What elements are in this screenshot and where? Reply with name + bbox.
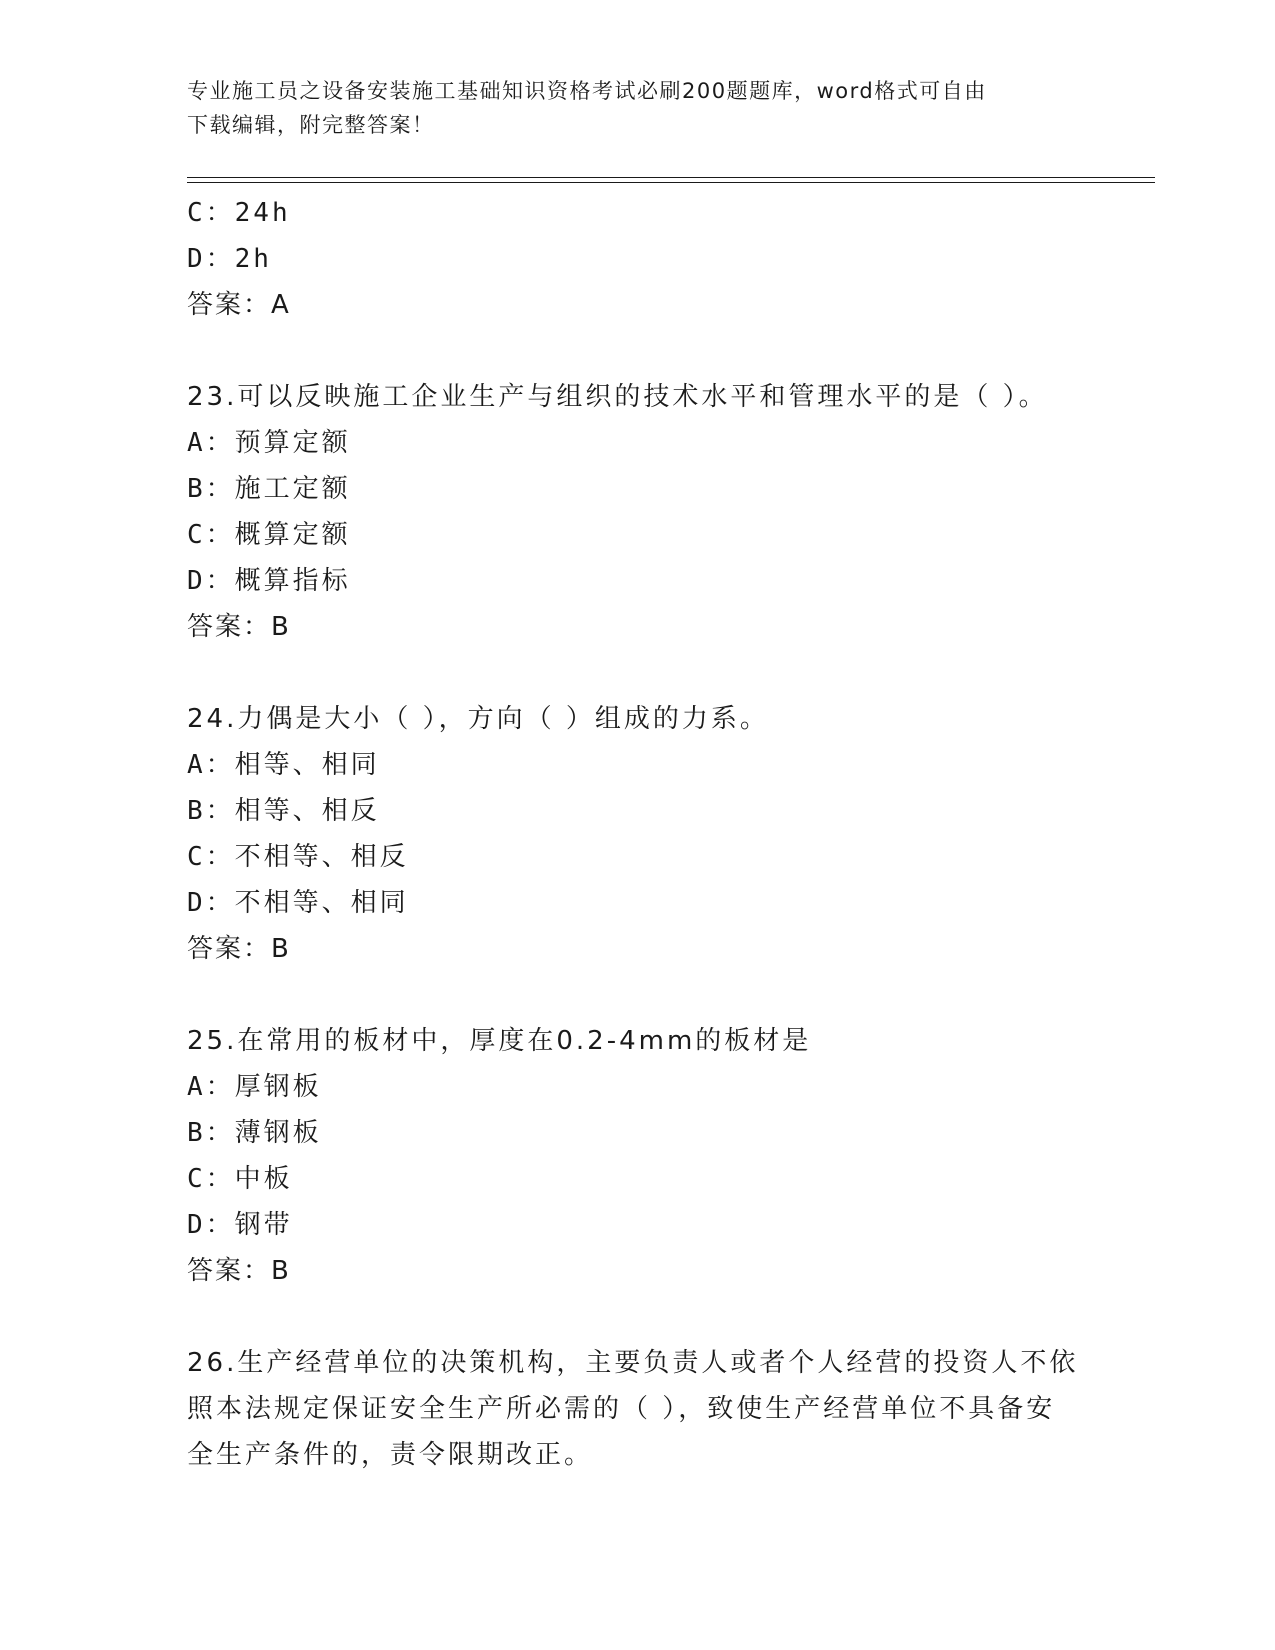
option-d: D：不相等、相同 <box>187 888 409 918</box>
option-b: B：薄钢板 <box>187 1118 322 1148</box>
option-a: A：相等、相同 <box>187 750 380 780</box>
option-c: C：中板 <box>187 1164 293 1194</box>
answer: 答案：B <box>187 612 291 642</box>
option-c: C：24h <box>187 198 291 228</box>
question-text-line-1: 26.生产经营单位的决策机构，主要负责人或者个人经营的投资人不依 <box>187 1348 1079 1378</box>
option-b: B：相等、相反 <box>187 796 380 826</box>
document-header <box>187 74 1067 142</box>
answer: 答案：B <box>187 934 291 964</box>
spacer <box>187 328 1087 374</box>
question-text-line-3: 全生产条件的，责令限期改正。 <box>187 1440 594 1470</box>
spacer <box>187 650 1087 696</box>
spacer <box>187 1294 1087 1340</box>
question-text: 23.可以反映施工企业生产与组织的技术水平和管理水平的是（ ）。 <box>187 382 1048 412</box>
question-23 <box>187 374 1087 650</box>
question-26 <box>187 1340 1087 1478</box>
header-line-2: 下载编辑，附完整答案！ <box>187 113 435 137</box>
question-text: 25.在常用的板材中，厚度在0.2-4mm的板材是 <box>187 1026 812 1056</box>
option-c: C：不相等、相反 <box>187 842 409 872</box>
question-text: 24.力偶是大小（ ），方向（ ）组成的力系。 <box>187 704 769 734</box>
question-24 <box>187 696 1087 972</box>
answer: 答案：A <box>187 290 291 320</box>
spacer <box>187 972 1087 1018</box>
header-rule-bottom <box>187 182 1155 183</box>
option-d: D：2h <box>187 244 272 274</box>
option-a: A：预算定额 <box>187 428 351 458</box>
option-a: A：厚钢板 <box>187 1072 322 1102</box>
option-d: D：概算指标 <box>187 566 351 596</box>
option-c: C：概算定额 <box>187 520 351 550</box>
header-rule-top <box>187 177 1155 178</box>
option-b: B：施工定额 <box>187 474 351 504</box>
question-text-line-2: 照本法规定保证安全生产所必需的（ ），致使生产经营单位不具备安 <box>187 1394 1056 1424</box>
question-25 <box>187 1018 1087 1294</box>
header-line-1: 专业施工员之设备安装施工基础知识资格考试必刷200题题库，word格式可自由 <box>187 79 987 103</box>
prev-question-tail <box>187 190 1087 328</box>
question-list <box>187 190 1087 1478</box>
answer: 答案：B <box>187 1256 291 1286</box>
option-d: D：钢带 <box>187 1210 293 1240</box>
